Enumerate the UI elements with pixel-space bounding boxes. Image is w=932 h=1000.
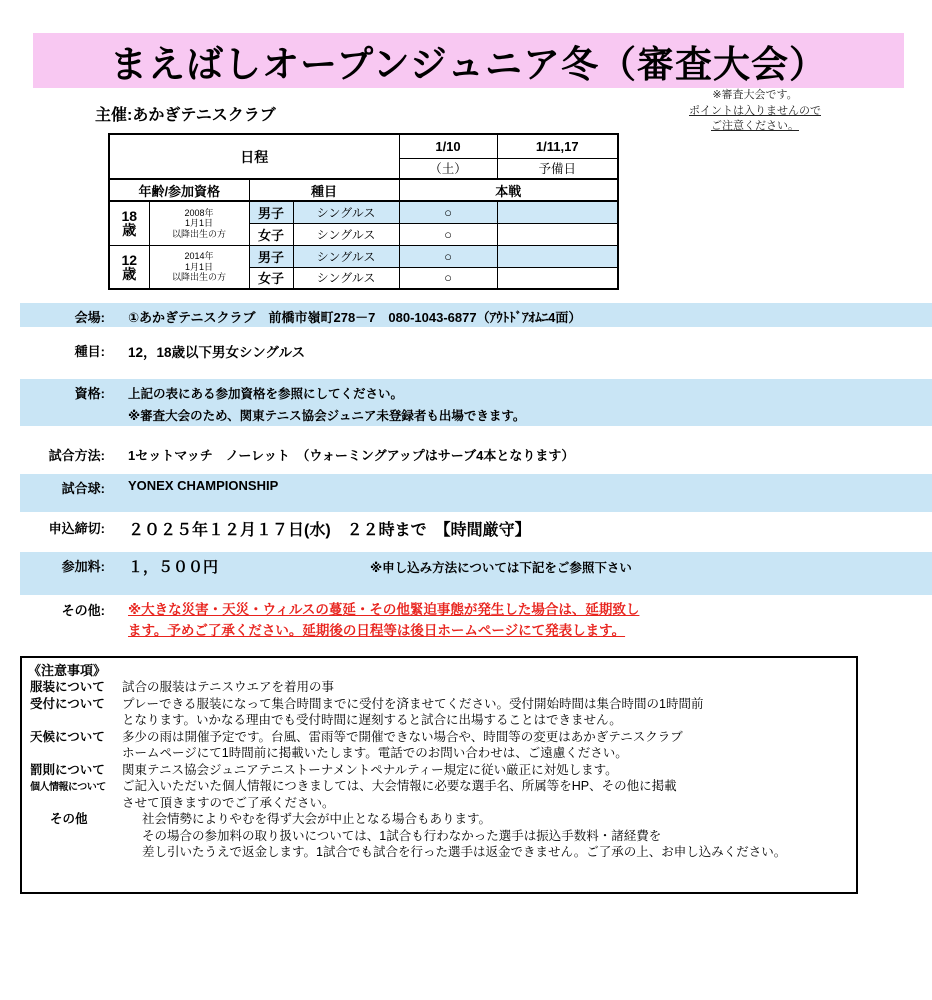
note-line: その場合の参加料の取り扱いについては、1試合も行わなかった選手は振込手数料・諸経費を <box>142 828 662 843</box>
header-date-main: 1/10 <box>399 134 497 158</box>
match-format-label: 試合方法: <box>48 448 105 463</box>
header-nittei: 日程 <box>109 134 399 179</box>
header-event: 種目 <box>249 179 399 201</box>
reserve-cell <box>497 223 618 245</box>
event-cell: シングルス <box>293 245 399 267</box>
note-label: 天候について <box>30 729 105 744</box>
gender-cell: 女子 <box>249 223 293 245</box>
venue-value: ①あかぎテニスクラブ 前橋市嶺町278－7 080-1043-6877（ｱｳﾄﾄﾞｱｵﾑﾆ4面） <box>128 310 582 325</box>
postponement-warning-line: ※大きな災害・天災・ウィルスの蔓延・その他緊迫事態が発生した場合は、延期致し <box>128 602 640 617</box>
event-cell: シングルス <box>293 201 399 223</box>
gender-cell: 男子 <box>249 201 293 223</box>
note-label: 服装について <box>30 680 105 694</box>
note-line: 試合の服装はテニスウエアを着用の事 <box>122 680 335 694</box>
match-format-value: 1セットマッチ ノーレット （ウォーミングアップはサーブ4本となります） <box>128 448 575 463</box>
deadline-value: ２０２５年１２月１７日(水) ２２時まで 【時間厳守】 <box>128 522 531 539</box>
reserve-cell <box>497 267 618 289</box>
gender-cell: 男子 <box>249 245 293 267</box>
event-cell: シングルス <box>293 267 399 289</box>
ball-value: YONEX CHAMPIONSHIP <box>128 478 279 493</box>
event-row <box>20 337 932 361</box>
event-label: 種目: <box>74 344 105 359</box>
fee-row <box>20 552 932 595</box>
postponement-warning-line: ます。予めご了承ください。延期後の日程等は後日ホームページにて発表します。 <box>128 623 626 638</box>
venue-row <box>20 303 932 327</box>
main-draw-mark: ○ <box>399 201 497 223</box>
note-row-privacy <box>28 778 850 811</box>
note-line: プレーできる服装になって集合時間までに受付を済ませてください。受付開始時間は集合時間の1時間前 <box>122 696 704 711</box>
organizer-line: 主催:あかぎテニスクラブ <box>95 107 276 124</box>
header-date-reserve-sub: 予備日 <box>497 158 618 179</box>
other-row <box>20 597 932 645</box>
note-line: させて頂きますのでご了承ください。 <box>122 795 335 810</box>
deadline-row <box>20 514 932 542</box>
note-line: ご記入いただいた個人情報につきましては、大会情報に必要な選手名、所属等をHP、その他に掲載 <box>122 779 677 793</box>
header-date-main-sub: （土） <box>399 158 497 179</box>
header-main-draw: 本戦 <box>399 179 618 201</box>
note-row-other <box>28 811 850 861</box>
main-draw-mark: ○ <box>399 267 497 289</box>
deadline-label: 申込締切: <box>48 521 105 536</box>
note-line: ホームページにて1時間前に掲載いたします。電話でのお問い合わせは、ご遠慮ください。 <box>122 746 628 760</box>
header-date-reserve: 1/11,17 <box>497 134 618 158</box>
note-line: 多少の雨は開催予定です。台風、雷雨等で開催できない場合や、時間等の変更はあかぎテニスクラブ <box>122 729 683 744</box>
note-line: 社会情勢によりやむを得ず大会が中止となる場合もあります。 <box>142 812 492 826</box>
table-row-18-boys <box>109 201 618 223</box>
note-line: 差し引いたうえで返金します。1試合でも試合を行った選手は返金できません。ご了承の上、お申し込みください。 <box>142 845 787 859</box>
note-label: 個人情報について <box>30 782 106 793</box>
fee-note: ※申し込み方法については下記をご参照下さい <box>370 561 632 575</box>
gender-cell: 女子 <box>249 267 293 289</box>
reserve-cell <box>497 201 618 223</box>
note-row-reception <box>28 696 850 729</box>
event-value: 12，18歳以下男女シングルス <box>128 345 306 360</box>
ball-row <box>20 474 932 512</box>
ball-label: 試合球: <box>61 481 105 496</box>
age-cell-18: 18 歳 <box>109 201 149 245</box>
note-row-dress <box>28 679 850 696</box>
screening-note-line: ※審査大会です。 <box>712 89 798 101</box>
note-line: 関東テニス協会ジュニアテニストーナメントペナルティー規定に従い厳正に対処します。 <box>122 762 618 777</box>
reserve-cell <box>497 245 618 267</box>
fee-label: 参加料: <box>61 559 105 574</box>
note-row-penalty <box>28 762 850 779</box>
screening-note-line: ご注意ください。 <box>711 120 799 132</box>
qualification-line: ※審査大会のため、関東テニス協会ジュニア未登録者も出場できます。 <box>128 409 526 423</box>
note-row-weather <box>28 729 850 762</box>
match-format-row <box>20 441 932 465</box>
screening-note <box>646 88 864 135</box>
qualification-line: 上記の表にある参加資格を参照にしてください。 <box>128 387 404 401</box>
table-row-12-boys <box>109 245 618 267</box>
eligibility-cell-12: 2014年 1月1日 以降出生の方 <box>149 245 249 289</box>
note-line: となります。いかなる理由でも受付時間に遅刻すると試合に出場することはできません。 <box>122 713 622 727</box>
header-age-qualification: 年齢/参加資格 <box>109 179 249 201</box>
screening-note-line: ポイントは入りませんので <box>689 104 821 117</box>
venue-label: 会場: <box>74 310 105 325</box>
page-title: まえばしオープンジュニア冬（審査大会） <box>109 41 827 86</box>
qualification-row <box>20 379 932 426</box>
age-cell-12: 12 歳 <box>109 245 149 289</box>
main-draw-mark: ○ <box>399 223 497 245</box>
note-label: その他 <box>50 812 88 826</box>
other-label: その他: <box>61 603 105 618</box>
title-banner <box>33 33 904 88</box>
note-label: 受付について <box>30 696 105 711</box>
note-label: 罰則について <box>30 762 105 777</box>
main-draw-mark: ○ <box>399 245 497 267</box>
notes-box <box>20 656 858 894</box>
notes-heading: 《注意事項》 <box>28 663 107 678</box>
schedule-table <box>108 133 619 290</box>
qualification-label: 資格: <box>74 386 105 401</box>
fee-value: １，５００円 <box>128 559 219 576</box>
eligibility-cell-18: 2008年 1月1日 以降出生の方 <box>149 201 249 245</box>
event-cell: シングルス <box>293 223 399 245</box>
